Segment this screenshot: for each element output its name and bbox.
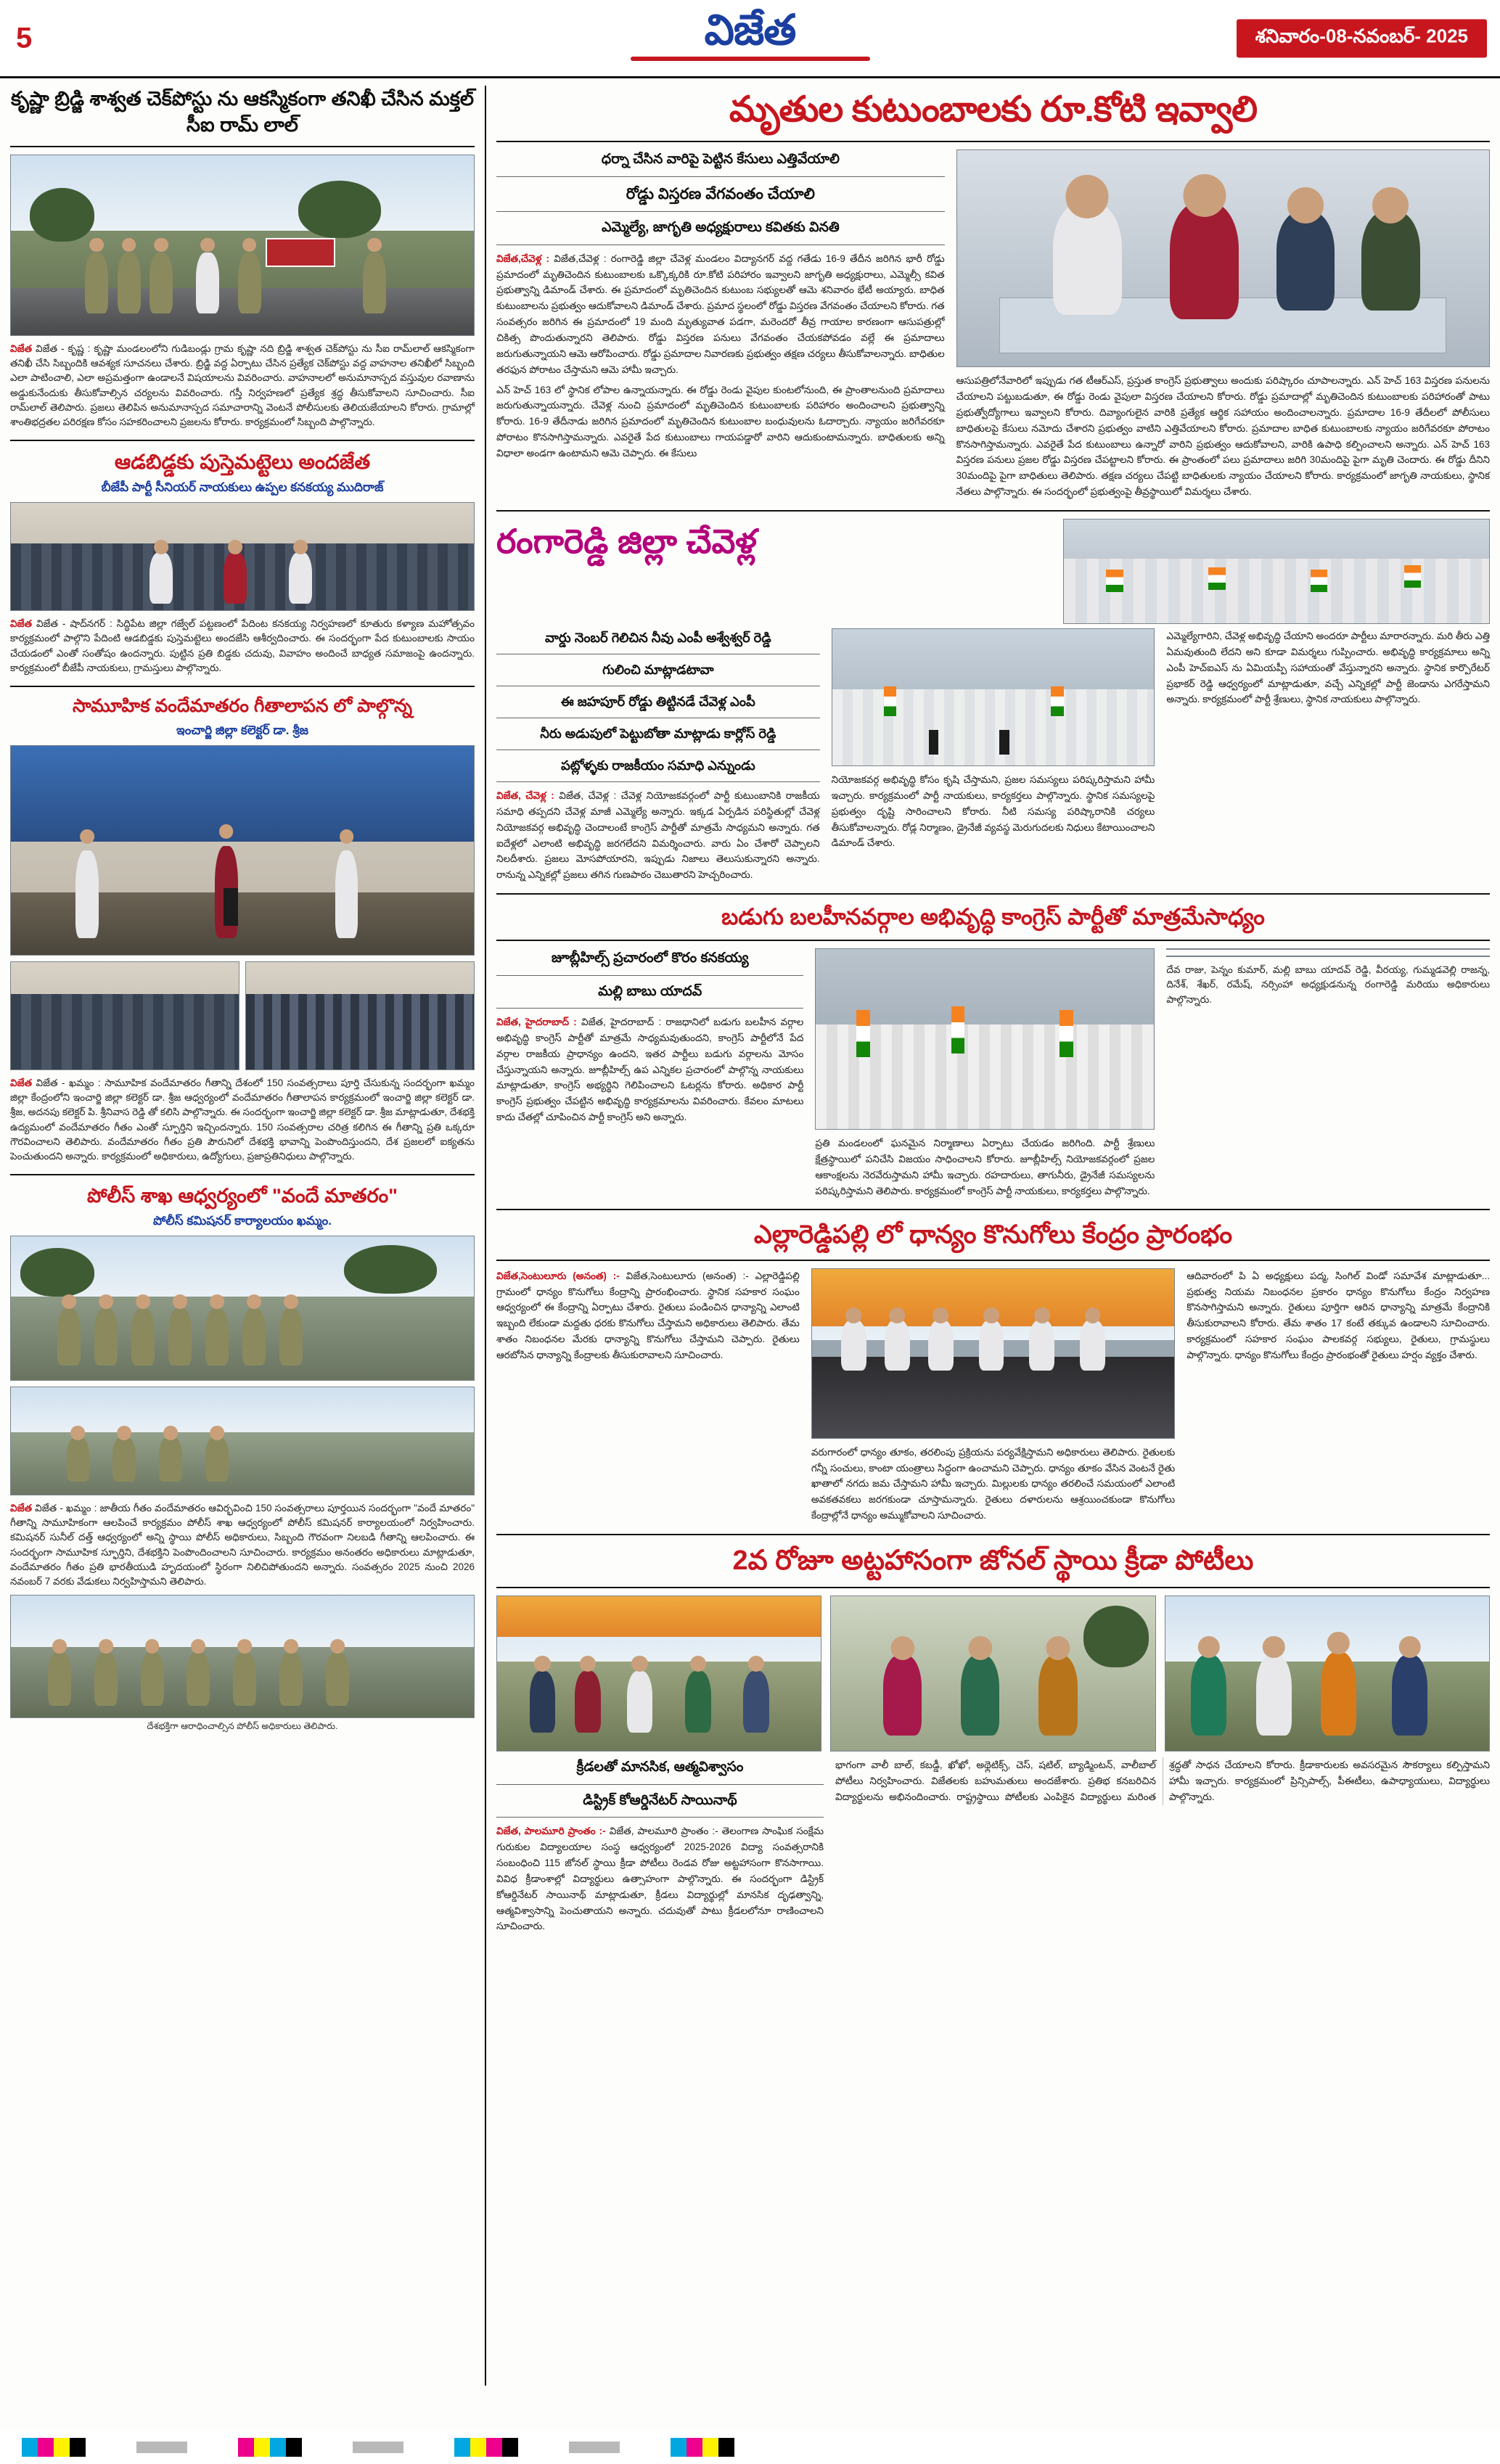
story3-photo-left [10,961,239,1070]
right-column [496,86,1490,2386]
story3-photo-main [10,745,475,956]
story-zonal-sports [496,1543,1490,1934]
story2-headline: ఆడబిడ్డకు పుస్తెమట్టెలు అందజేత [114,451,371,474]
story1-photo [10,155,475,336]
storyB-deck3: ఈ జహపూర్ రోడ్డు తిట్టినడే చేవెళ్ల ఎంపీ [560,694,755,710]
story2-caption-text: విజేత - షాద్‌నగర్ : సిద్ధిపేట జిల్లా గజ్వేల్ పట్టణంలో పేదింట కనకయ్య నిర్వహణలో కూతురు కళ్యాణ మహోత్సవం కార్యక్రమంలో పాల్గొని పేదింటి ఆడబిడ్డకు పుస్తెమట్టెలు అందజేసి ఆశీర్వదించారు. ఈ సందర్భంగా పేద కుటుంబాలకు సాయం చేయడంలో ఎంతో సంతోషం ఉందన్నారు. పుట్టిన ప్రతి బిడ్డకు చదువు, వివాహం అందించే బాధ్యత సమాజంపై ఉందన్నారు. కార్యక్రమంలో బీజేపీ నాయకులు, గ్రామస్తులు పాల్గొన్నారు. [10,618,475,673]
storyB-body3: ఎమ్మెల్యేగారిని, చేవెళ్ల అభివృద్ధి చేయాని అందరూ పార్టీలు మారారన్నారు. మరి తీరు ఎత్తి ఏమవుతుంది లేదని అని కూడా విమర్శలు గుప్పించారు. అభివృద్ధి కార్యక్రమాలు అన్ని ఎంపీ హెచ్ఐఎస్ ను ఏమియప్పీ సహాయంతో వేస్తున్నారని అన్నారు. స్థానిక కార్పొరేటర్ ప్రభాకర్ రెడ్డి ఆధ్వర్యంలో మాట్లాడుతూ, వచ్చే ఎన్నికల్లో పార్టీ జెండాను ఎగరేస్తామని అన్నారు. కార్యక్రమంలో పార్టీ శ్రేణులు, స్థానిక నాయకులు పాల్గొన్నారు. [1166,631,1491,705]
story4-caption-text: విజేత - ఖమ్మం : జాతీయ గీతం వందేమాతరం ఆవిర్భవించి 150 సంవత్సరాలు పూర్తయిన సందర్భంగా "వందే మాతరం" గీతాన్ని సామూహికంగా ఆలపించే కార్యక్రమం పోలీస్ శాఖ ఆధ్వర్యంలో పోలీస్ కమిషనర్ కార్యాలయంలో నిర్వహించారు. కమిషనర్ సునీల్ దత్త్ ఆధ్వర్యంలో అన్ని స్థాయి పోలీస్ అధికారులు, సిబ్బంది గౌరవంగా నిలబడి గీతాన్ని ఆలపించారు. ఈ సందర్భంగా సామూహిక స్ఫూర్తిని, దేశభక్తిని పెంపొందించాలని సూచించారు. కార్యక్రమం అనంతరం అధికారులు మాట్లాడుతూ, వందేమాతరం గీతం ప్రతి భారతీయుడి హృదయంలో స్థిరంగా నిలిచిపోతుందని అన్నారు. సంవత్సరం 2025 నుంచి 2026 నవంబర్ 7 వరకు వేడుకలు నిర్వహిస్తామని తెలిపారు. [10,1502,475,1588]
storyC-photo-left [815,948,1155,1130]
storyD-body1 [496,1268,800,1363]
storyC-photo-r1 [1166,948,1490,950]
page-number: 5 [16,22,33,54]
story-rangareddy-chevella [496,519,1490,883]
storyB-headline: రంగారెడ్డి జిల్లా చేవెళ్ల [496,522,757,561]
story2-credit: విజేత [10,618,32,630]
story3-caption-text: విజేత - ఖమ్మం : సామూహిక వందేమాతరం గీతాన్ని దేశంలో 150 సంవత్సరాలు పూర్తి చేసుకున్న సందర్భంగా ఖమ్మం జిల్లా కేంద్రంలోని ఇంచార్జి జిల్లా కలెక్టర్ డా. శ్రీజ ఆధ్వర్యంలో వందేమాతరం గీతాలాపన కార్యక్రమంలో ఇంచార్జి జిల్లా కలెక్టర్ డా. శ్రీజ, అదనపు కలెక్టర్ పి. శ్రీనివాస రెడ్డి తో కలిసి పాల్గొన్నారు. ఈ సందర్భంగా ఇంచార్జి జిల్లా కలెక్టర్ డా. శ్రీజ మాట్లాడుతూ, దేశభక్తి ఉద్యమంలో వందేమాతరం గీతం ఎంతో స్ఫూర్తిని ఇచ్చిందన్నారు. 150 సంవత్సరాల చరిత్ర కలిగిన ఈ గీతాన్ని ప్రతి ఒక్కరూ గౌరవించాలని తెలిపారు. వందేమాతరం గీతం ప్రతి పౌరునిలో దేశభక్తి భావాన్ని పెంపొందిస్తుందని, దేశ ప్రజలలో ఐక్యతను పెంచుతుందని అన్నారు. కార్యక్రమంలో అధికారులు, ఉద్యోగులు, ప్రజాప్రతినిధులు పాల్గొన్నారు. [10,1077,475,1162]
storyE-body1-text: విజేత, పాలమూరి ప్రాంతం :- తెలంగాణ సాంఘిక సంక్షేమ గురుకుల విద్యాలయాల సంస్థ ఆధ్వర్యంలో 2025-2026 విద్యా సంవత్సరానికి సంబంధించి 115 జోనల్ స్థాయి క్రీడా పోటీలు రెండవ రోజు అట్టహాసంగా కొనసాగాయి. వివిధ క్రీడాంశాల్లో విద్యార్థులు ఉత్సాహంగా పాల్గొన్నారు. ఈ సందర్భంగా డిస్ట్రిక్ కోఆర్డినేటర్ సాయినాథ్ మాట్లాడుతూ, క్రీడలు విద్యార్థుల్లో మానసిక దృఢత్వాన్ని, ఆత్మవిశ్వాసాన్ని పెంచుతాయని అన్నారు. చదువుతో పాటు క్రీడలలోనూ రాణించాలని సూచించారు. [496,1826,824,1932]
story3-caption [10,1076,475,1165]
storyD-photo [811,1268,1175,1439]
storyD-body1-text: విజేత,సెంటులూరు (అనంత) :- ఎల్లారెడ్డిపల్లి గ్రామంలో ధాన్యం కొనుగోలు కేంద్రాన్ని ప్రారంభించారు. స్థానిక సహకార సంఘం ఆధ్వర్యంలో ఈ కేంద్రాన్ని ఏర్పాటు చేశారు. రైతులు పండించిన ధాన్యాన్ని ఎలాంటి ఇబ్బంది లేకుండా మద్దతు ధరకు కొనుగోలు చేస్తామని అధికారులు తెలిపారు. తేమ శాతం నిబంధనల మేరకు ధాన్యాన్ని కొనుగోలు చేస్తామని చెప్పారు. రైతులు ఆరబోసిన ధాన్యాన్ని కేంద్రాలకు తీసుకురావాలని సూచించారు. [496,1270,800,1360]
story1-caption [10,342,475,430]
storyA-deck1: ధర్నా చేసిన వారిపై పెట్టిన కేసులు ఎత్తివేయాలి [601,152,840,168]
storyD-body3: ఆదివారంలో పి ఏ అధ్యక్షులు పద్మ, సింగిల్ విండో సమావేశ మాట్లాడుతూ... ప్రభుత్వ నియమ నిబంధనల ప్రకారం ధాన్యం కొనుగోలు కేంద్రం నిర్వహణ కొనసాగిస్తామని అన్నారు. రైతులు పూర్తిగా ఆరిన ధాన్యాన్ని మాత్రమే కేంద్రానికి తీసుకురావాలని కోరారు. తేమ శాతం 17 కంటే తక్కువ ఉండాలని సూచించారు. కార్యక్రమంలో సహకార సంఘం పాలకవర్గ సభ్యులు, రైతులు, గ్రామస్థులు పాల్గొన్నారు. ధాన్యం కొనుగోలు కేంద్రం ప్రారంభంతో రైతులు హర్షం వ్యక్తం చేశారు. [1187,1270,1490,1360]
story-congress-development [496,902,1490,1199]
story-paddy-center [496,1217,1490,1524]
storyB-deck2: గులించి మాట్లాడటావా [602,662,714,678]
storyB-dateline: విజేత, చేవెళ్ల : [496,790,554,802]
story3-photo-right [245,961,475,1070]
storyE-deck2: డిస్ట్రిక్ కోఆర్డినేటర్ సాయినాథ్ [583,1792,737,1808]
storyE-photo2 [830,1596,1155,1752]
story-police-vandemataram [10,1183,475,1734]
swatch-group-1 [22,2438,86,2457]
story3-headline: సామూహిక వందేమాతరం గీతాలాపన లో పాల్గొన్న [73,696,412,717]
storyC-deck1: జూబ్లీహిల్స్ ప్రచారంలో కొరం కనకయ్య [551,950,749,966]
swatch-group-2 [238,2438,302,2457]
storyA-body3: ఆసుపత్రిలోనేవారిలో ఇప్పుడు గత టీఆర్ఎస్, ప్రస్తుత కాంగ్రెస్ ప్రభుత్వాలు అందుకు పరిష్కారం చూపాలన్నారు. ఎన్ హెచ్ 163 విస్తరణ పనులను చేయాలని పట్టుబడుతూ, ఈ రోడ్డు రెండు వైపులా విస్తరణ చేయాలని కోరారు. రోడ్డు ప్రమాదాల్లో మృతిచెందిన కుటుంబాలకు పరిహారంతో పాటు ప్రభుత్వోద్యోగాలు ఇవ్వాలని కోరారు. దివ్యాంగులైన వారికి ప్రత్యేక ఆర్థిక సహాయం అందించాలన్నారు. ప్రమాదాల 16-9 తేదీలలో పోలీసులు బాధితులపై కేసులు నమోదు చేశారని ప్రభుత్వం వాటిని ఎత్తివేయాలని కోరారు. ప్రమాదాల బాధిత కుటుంబాలకు న్యాయం జరిగేవరకూ పోరాటం కొనసాగిస్తామన్నారు. ఎవరైతే పేద కుటుంబాలు ఉన్నారో వారిని ప్రభుత్వం ఆదుకోవాలని, వారికి ఉపాధి కల్పించాలని అన్నారు. ఎన్ హెచ్ 163 విస్తరణ పనులు ప్రజల రోడ్డు విస్తరణ చేపట్టాలని కోరారు. ఈ ప్రాంతంలో పలు ప్రమాదాలు జరిగి 30మందిపై పైగా మృతి చెందారు. ఈ రోడ్డు దీనిని 30మందిపై పైగా బాధితులు తెలిపారు. తక్షణ చర్యలు చేపట్టి బాధితులకు న్యాయం చేయాలని కోరారు. కార్యక్రమంలో జాగృతి నాయకులు, స్థానిక నేతలు పాల్గొన్నారు. ఈ సందర్భంలో ప్రభుత్వంపై తీవ్రస్థాయిలో విమర్శలు చేశారు. [956,375,1490,498]
storyB-body1 [496,788,820,883]
grey-bar-1 [136,2442,187,2453]
storyA-body1-text: విజేత,చేవెళ్ల : రంగారెడ్డి జిల్లా చేవెళ్ల మండలం విద్యానగర్ వద్ద గతేడు 16-9 తేదీన జరిగిన భారీ రోడ్డు ప్రమాదంలో మృతిచెందిన కుటుంబాలకు ఒక్కొక్కరికి రూ.కోటి పరిహారం ఇవ్వాలని జాగృతి అధ్యక్షురాలు, ఎమ్మెల్సీ కవిత ప్రభుత్వాన్ని డిమాండ్ చేశారు. ఈ ప్రమాదంలో మృతిచెందిన కుటుంబ సభ్యులతో ఆమె శనివారం భేటీ అయ్యారు. బాధిత కుటుంబాలను ప్రభుత్వం ఆదుకోవాలని డిమాండ్ చేశారు. ప్రమాద స్థలంలో రోడ్డు విస్తరణ వేగవంతం చేయాలని కోరారు. గత సంవత్సరం జరిగిన ఈ ప్రమాదంలో 19 మంది మృత్యువాత పడగా, మరెందరో తీవ్ర గాయాల కారణంగా ఆసుపత్రుల్లో చికిత్స పొందుతున్నారని తెలిపారు. రోడ్డు విస్తరణ పనులు వేగవంతం చేయకపోవడం వల్లే ఈ ప్రమాదాలు జరుగుతున్నాయని ఆమె ఆరోపించారు. రోడ్డు ప్రమాదాల నివారణకు ప్రభుత్వం తక్షణ చర్యలు తీసుకోవాలన్నారు. బాధితుల తరఫున పోరాటం చేస్తామని ఆమె హామీ ఇచ్చారు. [496,252,945,375]
storyE-photo1 [496,1596,821,1752]
storyA-dateline: విజేత,చేవెళ్ల : [496,252,549,264]
storyB-deck1: వార్డు నెంబర్ గెలిచిన నీవు ఎంపీ అశ్వేశ్వర్ రెడ్డి [544,631,771,646]
story4-credit: విజేత [10,1502,32,1514]
storyC-headline: బడుగు బలహీనవర్గాల అభివృద్ధి కాంగ్రెస్ పార్టీతో మాత్రమేసాధ్యం [721,904,1265,930]
story4-caption [10,1501,475,1590]
storyC-body1-text: విజేత, హైదరాబాద్ : రాజధానిలో బడుగు బలహీన వర్గాల అభివృద్ధి కాంగ్రెస్ పార్టీతో మాత్రమే సాధ్యమవుతుందని, కాంగ్రెస్ పార్టీలోనే పేద వర్గాల రాజకీయ ప్రాధాన్యం ఉందని, ఇతర పార్టీలు బడుగు వర్గాలను మోసం చేస్తున్నాయని అన్నారు. జూబ్లీహిల్స్ ఉప ఎన్నికల ప్రచారంలో పాల్గొన్న నాయకులు మాట్లాడుతూ, కాంగ్రెస్ అభ్యర్థిని గెలిపించాలని ఓటర్లను కోరారు. అధికార పార్టీ కాంగ్రెస్ ప్రభుత్వం చేపట్టిన అభివృద్ధి కార్యక్రమాలను వివరించారు. కేవలం మాటలు కాదు చేతల్లో చూపించిన పార్టీ కాంగ్రెస్ అని అన్నారు. [496,1017,804,1123]
story-compensation [496,86,1490,500]
storyC-body2: ప్రతి మండలంలో ఘనమైన నిర్మాణాలు ఏర్పాటు చేయడం జరిగింది. పార్టీ శ్రేణులు క్షేత్రస్థాయిలో పనిచేసి విజయం సాధించాలని కోరారు. జూబ్లీహిల్స్ నియోజకవర్గంలో ప్రజల ఆకాంక్షలను నెరవేరుస్తామని హామీ ఇచ్చారు. రహదారులు, తాగునీరు, డ్రైనేజీ సమస్యలను పరిష్కరిస్తామని తెలిపారు. కార్యక్రమంలో కాంగ్రెస్ పార్టీ నాయకులు, కార్యకర్తలు పాల్గొన్నారు. [815,1138,1155,1196]
paper-logo: విజేత [704,7,796,54]
column-divider [485,86,486,2386]
storyC-photo-r2 [1166,956,1490,957]
story-krishna-bridge [10,86,475,430]
storyB-body1-text: విజేత, చేవెళ్ల : చేవెళ్ల నియోజకవర్గంలో పార్టీ కుటుంబానికి రాజకీయ సమాధి తప్పదని చేవెళ్ల మాజీ ఎమ్మెల్యే అన్నారు. ఇక్కడ ఏర్పడిన పరిస్థితుల్లో చేవెళ్ల నియోజకవర్గ అభివృద్ధి చెందాలంటే కాంగ్రెస్ పార్టీతో మాత్రమే సాధ్యమని అన్నారు. గత ఐదేళ్లలో ఎలాంటి అభివృద్ధి జరగలేదని విమర్శించారు. వారు ఏం చేశారో చెప్పాలని నిలదీశారు. ప్రజలు మోసపోయారని, ఇప్పుడు నిజాలు తెలుసుకున్నారని అన్నారు. రానున్న ఎన్నికల్లో ప్రజలు తగిన గుణపాఠం చెబుతారని హెచ్చరించారు. [496,790,820,881]
story4-photo-third [10,1595,475,1718]
story4-byline: పోలీస్ కమిషనర్ కార్యాలయం ఖమ్మం. [152,1213,332,1228]
storyB-deck5: పట్లోళ్ళకు రాజకీయం సమాధి ఎన్నుండు [560,758,755,773]
storyA-deck2: రోడ్డు విస్తరణ వేగవంతం చేయాలి [626,185,815,202]
storyD-headline: ఎల్లారెడ్డిపల్లి లో ధాన్యం కొనుగోలు కేంద్రం ప్రారంభం [753,1220,1233,1249]
story1-headline: కృష్ణా బ్రిడ్జి శాశ్వత చెక్‌పోస్టు ను ఆకస్మికంగా తనిఖీ చేసిన మక్తల్ సీఐ రామ్ లాల్ [10,88,475,136]
story-vandemataram-collector [10,694,475,1164]
grey-bar-3 [569,2442,620,2453]
storyA-headline: మృతుల కుటుంబాలకు రూ.కోటి ఇవ్వాలి [729,90,1258,129]
storyA-deck3: ఎమ్మెల్యే, జాగృతి అధ్యక్షురాలు కవితకు వినతి [601,220,840,236]
storyB-photo-top [1063,519,1490,624]
story4-photo-main [10,1236,475,1381]
story3-byline: ఇంచార్జి జిల్లా కలెక్టర్ డా. శ్రీజ [176,723,308,737]
story1-credit: విజేత [10,342,32,354]
issue-date: శనివారం-08-నవంబర్- 2025 [1237,19,1487,57]
swatch-group-4 [671,2438,734,2457]
print-registration-bars [0,2431,1500,2464]
storyA-body2: ఎన్ హెచ్ 163 లో స్థానిక లోపాల ఉన్నాయన్నారు. ఈ రోడ్డు రెండు వైపుల కుంటలోనుంది, ఈ ప్రాంతాలనుంది ప్రమాదాలు జరుగుతున్నాయన్నారు. చేవెళ్ల నుంచి ప్రమాదంలో మృతిచెందిన కుటుంబాలకు పరిహారం అందించాలని ప్రభుత్వాన్ని కోరారు. 16-9 తేదీనాడు జరిగిన ప్రమాదంలో మృతిచెందిన కుటుంబాల బంధువులను ఓదార్చారు. న్యాయం జరిగేవరకూ పోరాటం కొనసాగిస్తామన్నారు. ఎవరైతే పేద కుటుంబాలు గాయపడ్డారో వారిని ఆదుకుంటామన్నారు. బాధితులకు అన్ని విధాలా అండగా ఉంటామని ఆమె చెప్పారు. ఈ కేసులు [496,384,945,459]
story2-photo [10,502,475,611]
storyA-photo [956,149,1490,367]
storyC-deck2: మల్లి బాబు యాదవ్ [598,983,702,999]
left-column [10,86,475,2386]
story-pusthemattelu [10,448,475,675]
story4-photo-second [10,1387,475,1495]
storyC-dateline: విజేత, హైదరాబాద్ : [496,1017,577,1028]
story2-byline: బీజేపీ పార్టీ సీనియర్ నాయకులు ఉప్పల కనకయ్య ముదిరాజ్ [101,480,384,495]
storyE-headline: 2వ రోజూ అట్టహాసంగా జోనల్ స్థాయి క్రీడా పోటీలు [732,1545,1254,1576]
grey-bar-2 [353,2442,403,2453]
swatch-group-3 [454,2438,518,2457]
story4-headline: పోలీస్ శాఖ ఆధ్వర్యంలో "వందే మాతరం" [87,1185,398,1207]
storyA-body1 [496,251,945,378]
storyD-body2: వరుగారంలో ధాన్యం తూకం, తరలింపు ప్రక్రియను పర్యవేక్షిస్తామని అధికారులు తెలిపారు. రైతులకు గన్నీ సంచులు, కాంటా యంత్రాలు సిద్ధంగా ఉంచామని చెప్పారు. ధాన్యం తూకం వేసిన వెంటనే రైతు ఖాతాలో నగదు జమ చేస్తామని హామీ ఇచ్చారు. మిల్లులకు ధాన్యం తరలించే సమయంలో ఎలాంటి అవకతవకలు జరగకుండా చూస్తామన్నారు. రైతులు దళారులను ఆశ్రయించకుండా కొనుగోలు కేంద్రాల్లోనే ధాన్యం అమ్ముకోవాలని సూచించారు. [811,1446,1176,1521]
storyB-photo-mid [832,628,1155,766]
storyC-photo-caption: దేవ రాజు, పెన్నం కుమార్, మల్లి బాబు యాదవ్ రెడ్డి, వీరయ్య, గుమ్మడవెల్లి రాజన్న, దినేశ్, శేఖర్, రమేష్, నర్సింహా అధ్యక్షుడనున్న రంగారెడ్డి మరియు అధికారులు పాల్గొన్నారు. [1166,964,1491,1005]
storyD-dateline: విజేత,సెంటులూరు (అనంత) :- [496,1270,620,1281]
storyE-deck1: క్రీడలతో మానసిక, ఆత్మవిశ్వాసం [576,1759,744,1775]
story4-footer-caption: దేశభక్తిగా ఆరాధించాల్సిన పోలీస్ అధికారులు తెలిపారు. [147,1721,338,1732]
storyC-body1 [496,1014,803,1125]
story2-caption [10,617,475,675]
storyB-body2: నియోజకవర్గ అభివృద్ధి కోసం కృషి చేస్తామని, ప్రజల సమస్యలు పరిష్కరిస్తామని హామీ ఇచ్చారు. కార్యక్రమంలో పార్టీ నాయకులు, కార్యకర్తలు పాల్గొన్నారు. స్థానిక సమస్యలపై ప్రభుత్వం దృష్టి సారించాలని కోరారు. నీటి సమస్య పరిష్కారానికి చర్యలు తీసుకోవాలన్నారు. రోడ్ల నిర్మాణం, డ్రైనేజీ వ్యవస్థ మెరుగుదలకు నిధులు కేటాయించాలని డిమాండ్ చేశారు. [831,774,1155,849]
storyB-deck4: నీరు అడుపులో పెట్టుబోతా మాట్లాడు కార్లోస్ రెడ్డి [540,726,776,742]
storyE-body2: భాగంగా వాలీ బాల్, కబడ్డీ, ఖోఖో, అథ్లెటిక్స్, చెస్, షటిల్, బ్యాడ్మింటన్, వాలీబాల్ పోటీలు నిర్వహించారు. విజేతలకు బహుమతులు అందజేశారు. ప్రతిభ కనబరిచిన విద్యార్థులను అభినందించారు. రాష్ట్రస్థాయి పోటీలకు ఎంపికైన విద్యార్థులు మరింత శ్రద్ధతో సాధన చేయాలని కోరారు. క్రీడాకారులకు అవసరమైన సౌకర్యాలు కల్పిస్తామని హామీ ఇచ్చారు. కార్యక్రమంలో ప్రిన్సిపాల్స్, పీఈటీలు, ఉపాధ్యాయులు, విద్యార్థులు పాల్గొన్నారు. [835,1759,1490,1803]
masthead [0,0,1500,78]
storyE-dateline: విజేత, పాలమూరి ప్రాంతం :- [496,1826,606,1837]
story3-credit: విజేత [10,1077,32,1088]
story1-caption-text: విజేత - కృష్ణ : కృష్ణా మండలంలోని గుడిబండ్లు గ్రామ కృష్ణా నది బ్రిడ్జి శాశ్వత చెక్‌పోస్టు ను సీఐ రామ్‌లాల్ ఆకస్మికంగా తనిఖీ చేసి సిబ్బందికి ఆవశ్యక సూచనలు చేశారు. బ్రిడ్జి వద్ద ఏర్పాటు చేసిన ప్రత్యేక చెక్‌పోస్టు వద్ద వాహనాల తనిఖీలో సిబ్బంది ఎలా పాటించాలి, ఎలా అప్రమత్తంగా ఉండాలనే విషయాలను వివరించారు. వాహనాలలో అనుమానాస్పద వస్తువుల రవాణాను అడ్డుకునేందుకు తీసుకోవాల్సిన చర్యలను వివరించారు. గస్తీ నిర్వహణలో ప్రత్యేక శ్రద్ధ తీసుకోవాలని సూచించారు. సీఐ రామ్‌లాల్ తెలిపారు. ప్రజలు తెలిపిన అనుమానాస్పద సమాచారాన్ని వెంటనే పోలీసులకు తెలియజేయాలని కోరారు. గ్రామాల్లో శాంతిభద్రతల పరిరక్షణ కోసం సహకరించాలని ప్రజలను కోరారు. కార్యక్రమంలో సిబ్బంది పాల్గొన్నారు. [10,342,475,428]
logo-underline [631,57,870,61]
storyE-photo3 [1165,1596,1490,1752]
storyE-body1 [496,1823,824,1934]
